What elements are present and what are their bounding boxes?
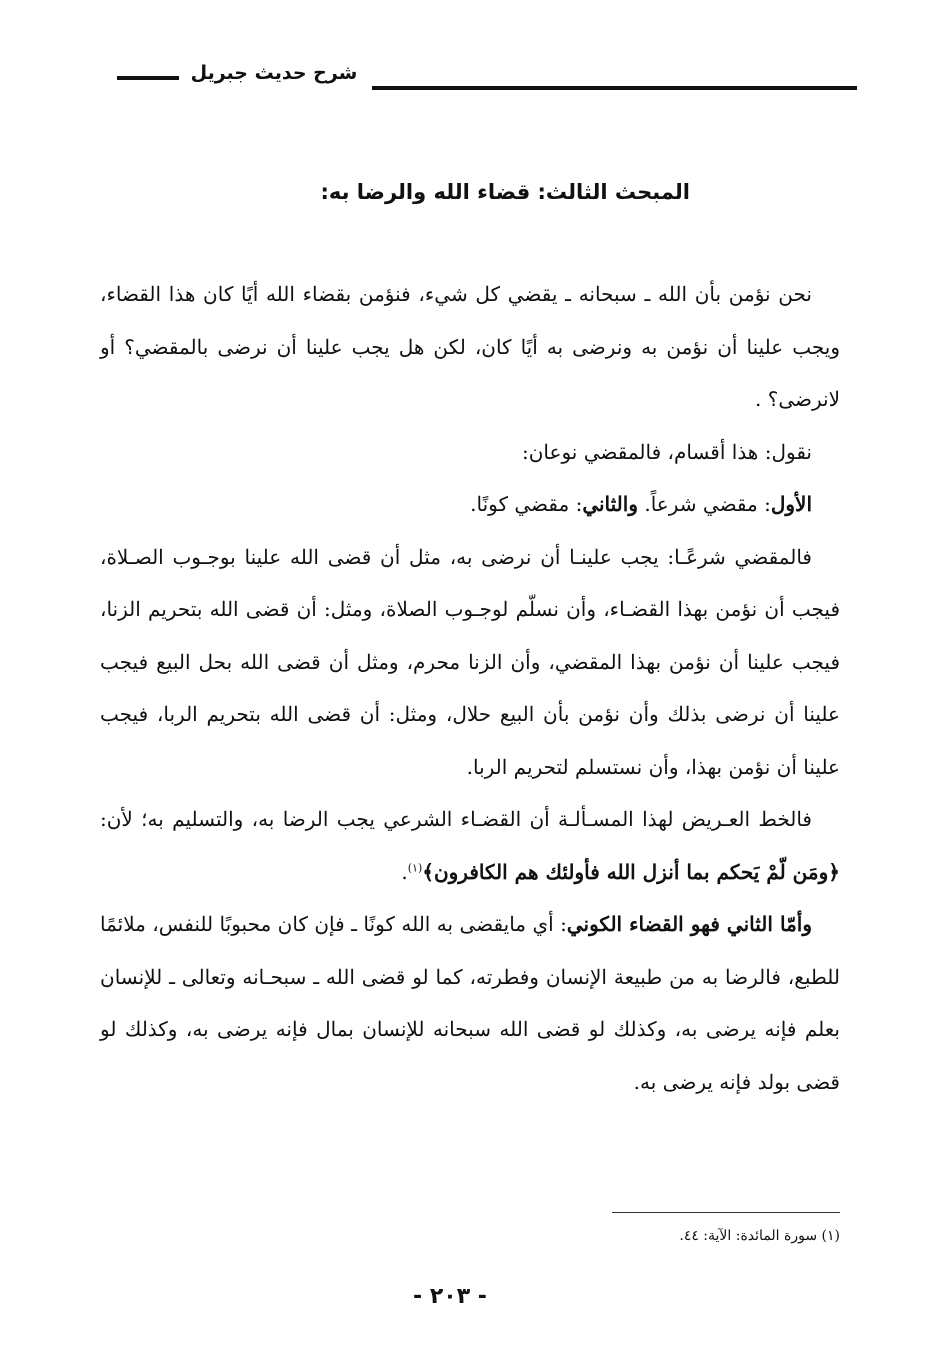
paragraph-end: . xyxy=(401,859,408,884)
running-header-title: شرح حديث جبريل xyxy=(190,62,358,84)
paragraph-text: فالخط العـريض لهذا المسـألـة أن القضـاء الشرعي يجب الرضا به، والتسليم به؛ لأن: xyxy=(100,807,812,831)
paragraph-text: : أي مايقضى به الله كونًا ـ فإن كان محبوبًا للنفس، ملائمًا للطبع، فالرضا به من طبيعة الإنسان وفطرته، كما لو قضى الله ـ سبحـانه وتعالى ـ للإنسان بعلم فإنه يرضى به، وكذلك لو قضى الله سبحانه للإنسان بمال فإنه يرضى به، وكذلك لو قضى بولد فإنه يرضى به. xyxy=(100,912,840,1094)
footnote: (١) سورة المائدة: الآية: ٤٤. xyxy=(679,1228,840,1244)
term-first-text: : مقضي شرعاً. xyxy=(638,492,771,516)
paragraph: فالمقضي شرعًـا: يجب علينـا أن نرضى به، مثل أن قضى الله علينا بوجـوب الصـلاة، فيجب أن نؤمن بهذا القضـاء، وأن نسلّم لوجـوب الصلاة، ومثل: أن قضى الله بتحريم الزنا، فيجب علينا أن نؤمن بهذا المقضي، وأن الزنا محرم، ومثل أن قضى الله بحل البيع فيجب علينا أن نرضى بذلك وأن نؤمن بأن البيع حلال، ومثل: أن قضى الله بتحريم الربا، فيجب علينا أن نؤمن بهذا، وأن نستسلم لتحريم الربا. xyxy=(100,544,840,779)
body-text xyxy=(100,268,840,1108)
paragraph: نقول: هذا أقسام، فالمقضي نوعان: xyxy=(522,439,812,464)
term-second-text: : مقضي كونًا. xyxy=(470,492,583,516)
header-rule-short xyxy=(117,76,179,80)
footnote-rule xyxy=(612,1212,840,1213)
term-first: الأول xyxy=(770,492,812,516)
header-rule xyxy=(372,86,857,90)
footnote-ref: (١) xyxy=(407,860,423,874)
paragraph: نحن نؤمن بأن الله ـ سبحانه ـ يقضي كل شيء، فنؤمن بقضاء الله أيًا كان هذا القضاء، ويجب علينا أن نؤمن به ونرضى به أيًا كان، لكن هل يجب علينا أن نرضى بالمقضي؟ أو لانرضى؟ . xyxy=(100,282,840,411)
paragraph xyxy=(100,478,840,531)
term-second: والثاني xyxy=(582,492,638,516)
page-number: - ٢٠٣ - xyxy=(413,1284,487,1309)
paragraph xyxy=(100,898,840,1108)
section-heading: المبحث الثالث: قضاء الله والرضا به: xyxy=(320,180,690,204)
quran-quote: ﴿ومَن لّمْ يَحكم بما أنزل الله فأولئك هم الكافرون﴾ xyxy=(422,859,840,884)
paragraph xyxy=(100,793,840,898)
term-cosmic-decree: وأمّا الثاني فهو القضاء الكوني xyxy=(566,912,812,936)
